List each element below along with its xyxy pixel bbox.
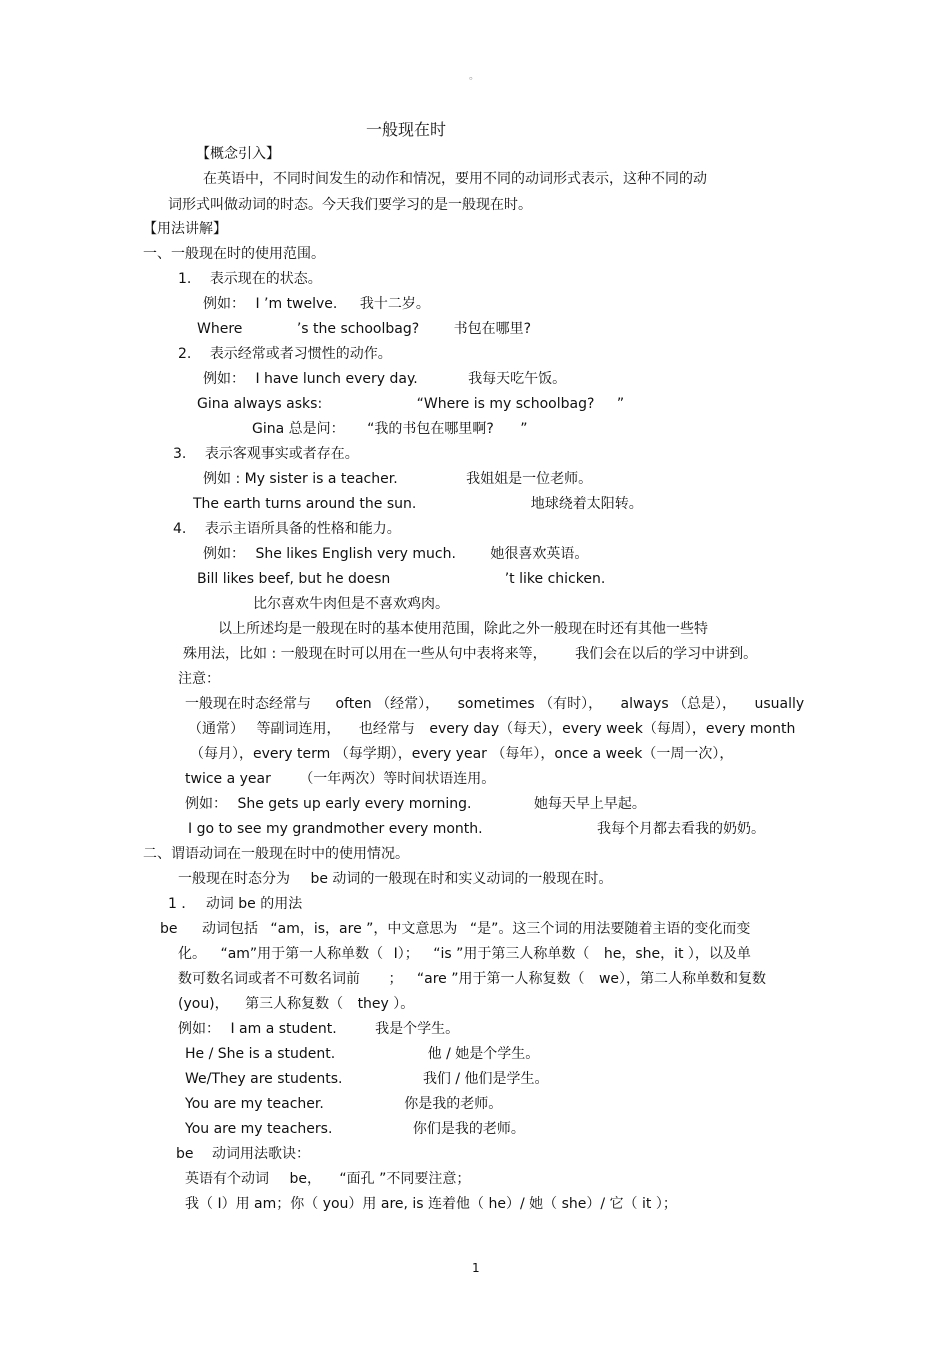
page-title: 一般现在时 <box>366 120 447 139</box>
paragraph-text: (you)， <box>178 996 229 1012</box>
paragraph-text: “are ”用于第一人称复数（ <box>416 971 585 987</box>
example-english: ” <box>616 396 625 412</box>
summary-line1: 以上所述均是一般现在时的基本使用范围，除此之外一般现在时还有其他一些特 <box>218 621 708 637</box>
paragraph-text: be <box>160 921 178 937</box>
example-line <box>193 495 643 513</box>
item-text: 动词 be 的用法 <box>205 896 303 912</box>
example-english: He / She is a student. <box>185 1046 336 1062</box>
paragraph-text: 第三人称复数（ <box>245 996 344 1012</box>
example-chinese: 我每天吃午饭。 <box>468 371 567 387</box>
example-line <box>197 570 605 588</box>
example-english: You are my teacher. <box>185 1096 324 1112</box>
item-number: 4. <box>173 521 187 537</box>
be-paragraph-line2 <box>178 945 751 963</box>
rhyme-line2: 我（ I）用 am；你（ you）用 are, is 连着他（ he）/ 她（ she）/ 它（ it ）； <box>185 1196 677 1212</box>
paragraph-text: “am，is，are ”，中文意思为 <box>270 921 458 937</box>
example-english: Where <box>197 321 243 337</box>
section-2-paragraph <box>178 870 612 888</box>
example-label: 例如： <box>203 546 245 562</box>
example-english: I ’m twelve. <box>255 296 338 312</box>
item-text: 表示现在的状态。 <box>209 271 322 287</box>
paragraph-text: they ）。 <box>357 996 415 1012</box>
example-english: I have lunch every day. <box>255 371 418 387</box>
paragraph-text: I）； <box>393 946 419 962</box>
example-line <box>203 370 566 388</box>
example-english: She likes English very much. <box>255 546 456 562</box>
note-line4 <box>185 770 495 788</box>
item-1-heading <box>178 270 322 288</box>
paragraph-text: 一般现在时态分为 <box>178 871 290 887</box>
example-chinese: 我是个学生。 <box>375 1021 460 1037</box>
example-english: Gina always asks: <box>197 396 323 412</box>
item-number: 2. <box>178 346 192 362</box>
example-chinese: Gina 总是问： <box>252 421 345 437</box>
item-text: 表示经常或者习惯性的动作。 <box>209 346 392 362</box>
be-example-line <box>185 1120 525 1138</box>
paragraph-text: 动词包括 <box>201 921 258 937</box>
example-line <box>203 295 430 313</box>
example-chinese: 他 / 她是个学生。 <box>427 1046 540 1062</box>
paragraph-text: be 动词的一般现在时和实义动词的一般现在时。 <box>310 871 613 887</box>
top-mark: 。 <box>469 71 479 82</box>
example-chinese: 书包在哪里? <box>453 321 532 337</box>
example-english: ’s the schoolbag? <box>296 321 420 337</box>
paragraph-text: ； <box>388 971 403 987</box>
example-line <box>197 320 531 338</box>
item-text: 表示客观事实或者存在。 <box>204 446 359 462</box>
paragraph-text: 化。 <box>178 946 206 962</box>
note-line1 <box>185 695 804 713</box>
summary-text: 我们会在以后的学习中讲到。 <box>575 646 758 662</box>
item-number: 1. <box>178 271 192 287</box>
example-label: 例如： <box>185 796 227 812</box>
section-1-heading: 一、一般现在时的使用范围。 <box>143 246 325 262</box>
rhyme-text: be <box>176 1146 194 1162</box>
summary-line2 <box>183 645 757 663</box>
paragraph-text: “is ”用于第三人称单数（ <box>433 946 590 962</box>
example-chinese: “我的书包在哪里啊? <box>367 421 494 437</box>
example-chinese-line: 比尔喜欢牛肉但是不喜欢鸡肉。 <box>253 596 449 612</box>
item-number: 1 ． <box>168 896 196 912</box>
summary-text: 殊用法，比如 : 一般现在时可以用在一些从句中表将来等， <box>183 646 547 662</box>
usage-heading: 【用法讲解】 <box>143 221 227 237</box>
example-english: I am a student. <box>230 1021 337 1037</box>
page-number: 1 <box>472 1261 480 1275</box>
note-text: usually <box>754 696 805 712</box>
example-chinese: 我十二岁。 <box>359 296 430 312</box>
note-line3: （每月），every term （每学期），every year （每年），once a week（一周一次）， <box>190 746 734 762</box>
example-english: ’t like chicken. <box>504 571 606 587</box>
rhyme-text: be， <box>289 1171 321 1187</box>
example-chinese: 她很喜欢英语。 <box>490 546 589 562</box>
note-label: 注意： <box>178 671 220 687</box>
subsection-heading <box>168 895 302 913</box>
example-chinese: 你们是我的老师。 <box>412 1121 525 1137</box>
note-text: 等副词连用， <box>256 721 341 737</box>
be-example-line <box>185 1070 549 1088</box>
example-line <box>203 470 592 488</box>
be-paragraph-line4 <box>178 995 414 1013</box>
example-english: We/They are students. <box>185 1071 343 1087</box>
rhyme-text: 动词用法歌诀： <box>211 1146 310 1162</box>
note-text: twice a year <box>185 771 271 787</box>
rhyme-text: “面孔 ”不同要注意； <box>339 1171 471 1187</box>
rhyme-text: 英语有个动词 <box>185 1171 269 1187</box>
example-english: I go to see my grandmother every month. <box>188 821 483 837</box>
note-example-line <box>185 795 646 813</box>
paragraph-text: “是”。这三个词的用法要随着主语的变化而变 <box>469 921 751 937</box>
be-paragraph-line3 <box>178 970 766 988</box>
section-2-heading: 二、谓语动词在一般现在时中的使用情况。 <box>143 846 409 862</box>
example-chinese: 你是我的老师。 <box>404 1096 503 1112</box>
note-text: sometimes （有时）， <box>457 696 603 712</box>
be-example-line <box>185 1095 502 1113</box>
example-line <box>203 545 588 563</box>
item-4-heading <box>173 520 401 538</box>
note-text: 也经常与 <box>358 721 415 737</box>
be-paragraph-line1 <box>160 920 750 938</box>
paragraph-text: 数可数名词或者不可数名词前 <box>178 971 360 987</box>
example-chinese: 我们 / 他们是学生。 <box>422 1071 549 1087</box>
intro-paragraph-line2: 词形式叫做动词的时态。今天我们要学习的是一般现在时。 <box>168 197 532 213</box>
example-english: The earth turns around the sun. <box>193 496 417 512</box>
note-text: 一般现在时态经常与 <box>185 696 311 712</box>
note-text: （一年两次）等时间状语连用。 <box>299 771 496 787</box>
example-english: 例如 : My sister is a teacher. <box>203 471 398 487</box>
note-text: every day（每天），every week（每周），every month <box>429 721 796 737</box>
example-line <box>197 395 624 413</box>
paragraph-text: “am”用于第一人称单数（ <box>220 946 384 962</box>
be-example-line <box>178 1020 459 1038</box>
note-line2 <box>188 720 795 738</box>
intro-paragraph-line1: 在英语中，不同时间发生的动作和情况，要用不同的动词形式表示，这种不同的动 <box>203 171 707 187</box>
item-text: 表示主语所具备的性格和能力。 <box>204 521 401 537</box>
example-english: She gets up early every morning. <box>237 796 472 812</box>
example-english: Bill likes beef, but he doesn <box>197 571 391 587</box>
example-chinese: ” <box>520 421 528 437</box>
example-english: “Where is my schoolbag? <box>416 396 595 412</box>
example-chinese: 地球绕着太阳转。 <box>530 496 643 512</box>
rhyme-heading <box>176 1145 310 1163</box>
paragraph-text: he，she，it ），以及单 <box>603 946 751 962</box>
be-example-line <box>185 1045 539 1063</box>
note-text: （通常） <box>188 721 244 737</box>
item-2-heading <box>178 345 392 363</box>
item-3-heading <box>173 445 359 463</box>
example-line <box>252 420 528 438</box>
note-example-line <box>188 820 765 838</box>
example-english: You are my teachers. <box>185 1121 333 1137</box>
example-chinese: 我姐姐是一位老师。 <box>466 471 593 487</box>
example-label: 例如： <box>178 1021 220 1037</box>
paragraph-text: we），第二人称单数和复数 <box>598 971 767 987</box>
note-text: always （总是）， <box>620 696 737 712</box>
note-text: often （经常）， <box>335 696 440 712</box>
rhyme-line1 <box>185 1170 470 1188</box>
intro-heading: 【概念引入】 <box>196 146 280 162</box>
example-label: 例如： <box>203 371 245 387</box>
example-label: 例如： <box>203 296 245 312</box>
item-number: 3. <box>173 446 187 462</box>
example-chinese: 我每个月都去看我的奶奶。 <box>597 821 766 837</box>
example-chinese: 她每天早上早起。 <box>533 796 646 812</box>
